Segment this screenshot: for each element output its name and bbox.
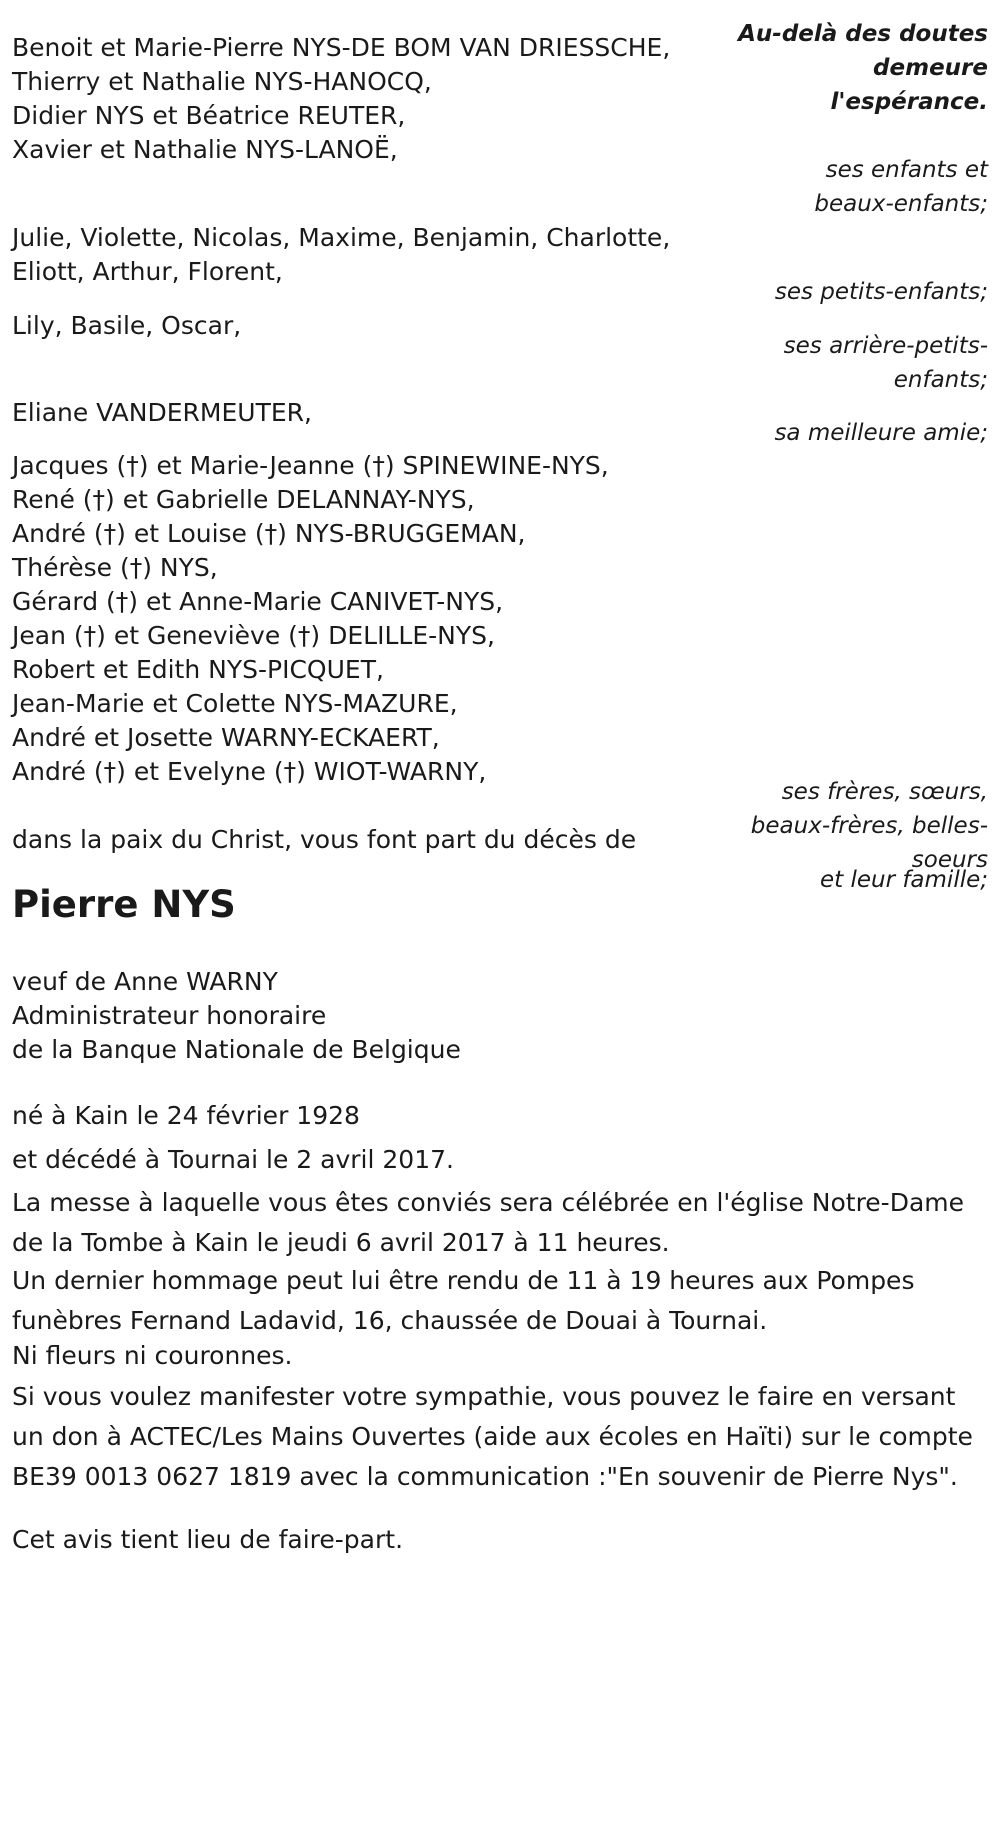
death-line: et décédé à Tournai le 2 avril 2017. [12, 1145, 454, 1174]
birth-line: né à Kain le 24 février 1928 [12, 1101, 360, 1130]
children-label-1: ses enfants et [825, 157, 988, 183]
friend-label: sa meilleure amie; [774, 420, 988, 446]
motto-line-3: l'espérance. [830, 89, 988, 115]
sibling-line-3: André (†) et Louise (†) NYS-BRUGGEMAN, [12, 519, 526, 548]
sibling-line-7: Robert et Edith NYS-PICQUET, [12, 655, 384, 684]
sibling-line-9: André et Josette WARNY-ECKAERT, [12, 723, 440, 752]
great-grandchildren-label-2: enfants; [893, 367, 988, 393]
motto-line-2: demeure [873, 55, 988, 81]
grandchildren-label: ses petits-enfants; [774, 279, 988, 305]
sibling-line-4: Thérèse (†) NYS, [12, 553, 218, 582]
deceased-detail-1: veuf de Anne WARNY [12, 967, 278, 996]
sibling-line-5: Gérard (†) et Anne-Marie CANIVET-NYS, [12, 587, 504, 616]
children-label-2: beaux-enfants; [814, 191, 988, 217]
siblings-label-1: ses frères, sœurs, [781, 779, 988, 805]
friend-line: Eliane VANDERMEUTER, [12, 398, 312, 427]
children-line-2: Thierry et Nathalie NYS-HANOCQ, [12, 67, 432, 96]
children-line-1: Benoit et Marie-Pierre NYS-DE BOM VAN DRIESSCHE, [12, 33, 671, 62]
mass-paragraph: La messe à laquelle vous êtes conviés sera célébrée en l'église Notre-Dame de la Tombe à Kain le jeudi 6 avril 2017 à 11 heures. [12, 1188, 965, 1257]
grandchildren-line-1: Julie, Violette, Nicolas, Maxime, Benjamin, Charlotte, [12, 223, 671, 252]
sibling-line-10: André (†) et Evelyne (†) WIOT-WARNY, [12, 757, 487, 786]
motto-line-1: Au-delà des doutes [738, 21, 988, 47]
deceased-detail-3: de la Banque Nationale de Belgique [12, 1035, 461, 1064]
sibling-line-2: René (†) et Gabrielle DELANNAY-NYS, [12, 485, 475, 514]
grandchildren-line-2: Eliott, Arthur, Florent, [12, 257, 283, 286]
donation-paragraph: Si vous voulez manifester votre sympathie, vous pouvez le faire en versant un don à ACTEC/Les Mains Ouvertes (aide aux écoles en Haïti) sur le compte BE39 0013 0627 1819 avec la communication :"En souvenir de Pierre Nys". [12, 1382, 973, 1491]
deceased-name: Pierre NYS [12, 883, 236, 926]
siblings-label-4: et leur famille; [819, 867, 988, 893]
children-line-3: Didier NYS et Béatrice REUTER, [12, 101, 406, 130]
tribute-paragraph: Un dernier hommage peut lui être rendu de 11 à 19 heures aux Pompes funèbres Fernand Ladavid, 16, chaussée de Douai à Tournai. [12, 1266, 915, 1335]
sibling-line-6: Jean (†) et Geneviève (†) DELILLE-NYS, [12, 621, 495, 650]
sibling-line-8: Jean-Marie et Colette NYS-MAZURE, [12, 689, 458, 718]
children-line-4: Xavier et Nathalie NYS-LANOË, [12, 135, 398, 164]
siblings-label-3: soeurs [911, 847, 988, 873]
great-grandchildren-line: Lily, Basile, Oscar, [12, 311, 242, 340]
siblings-label-2: beaux-frères, belles- [750, 813, 988, 839]
closing-line: Cet avis tient lieu de faire-part. [12, 1525, 404, 1554]
announcement-line: dans la paix du Christ, vous font part du décès de [12, 825, 637, 854]
deceased-detail-2: Administrateur honoraire [12, 1001, 327, 1030]
great-grandchildren-label-1: ses arrière-petits- [783, 333, 988, 359]
sibling-line-1: Jacques (†) et Marie-Jeanne (†) SPINEWINE-NYS, [12, 451, 609, 480]
flowers-line: Ni fleurs ni couronnes. [12, 1341, 293, 1370]
